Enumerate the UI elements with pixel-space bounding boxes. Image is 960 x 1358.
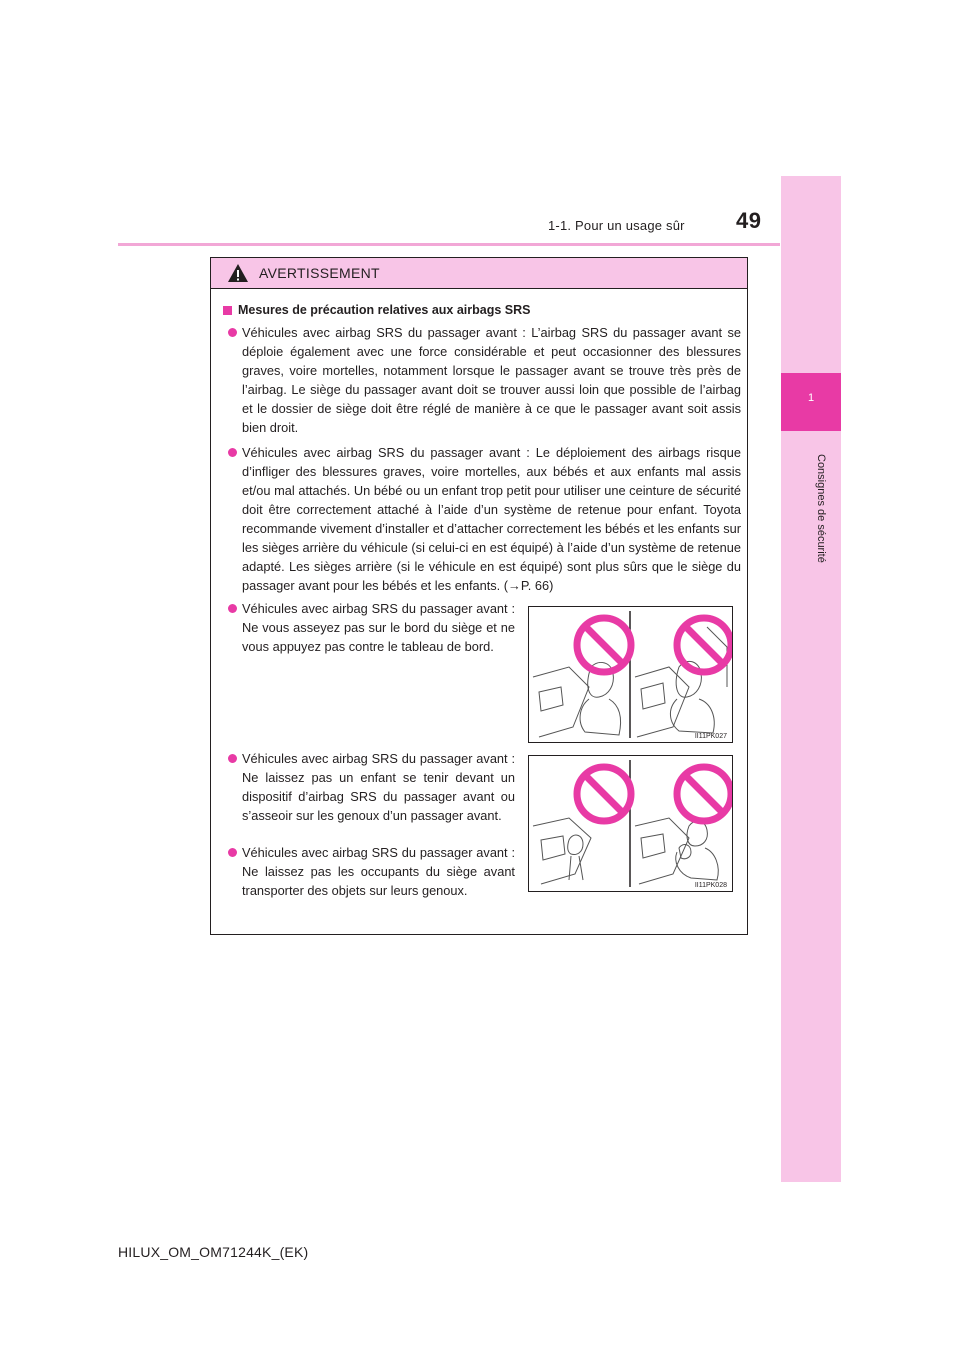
square-bullet-icon bbox=[223, 306, 232, 315]
illustration-child-front-seat bbox=[528, 755, 733, 892]
header-rule bbox=[118, 243, 780, 246]
bullet-dot-icon bbox=[228, 328, 237, 337]
bullet-text: Véhicules avec airbag SRS du passager avant : Ne laissez pas les occupants du siège avant transporter des objets sur leurs genoux. bbox=[242, 845, 515, 898]
section-title bbox=[223, 303, 747, 317]
illustration-drawing bbox=[529, 607, 732, 742]
warning-triangle-icon bbox=[227, 263, 249, 283]
page-number: 49 bbox=[736, 208, 762, 233]
illustration-leaning-passenger bbox=[528, 606, 733, 743]
illustration-drawing bbox=[529, 756, 732, 891]
side-tab-chapter-title: Consignes de sécurité bbox=[815, 453, 827, 563]
bullet-dot-icon bbox=[228, 754, 237, 763]
bullet-item bbox=[242, 443, 741, 595]
warning-box bbox=[210, 257, 748, 935]
bullet-text: Véhicules avec airbag SRS du passager avant : Ne laissez pas un enfant se tenir devant un dispositif d’airbag SRS du passager avant ou s’asseoir sur les genoux d’un passager avant. bbox=[242, 751, 515, 823]
figure-code: II11PK028 bbox=[694, 882, 727, 889]
warning-header bbox=[211, 258, 747, 289]
bullet-item bbox=[242, 599, 515, 656]
bullet-item bbox=[242, 843, 515, 900]
bullet-text: Véhicules avec airbag SRS du passager avant : Ne vous asseyez pas sur le bord du siège et ne vous appuyez pas contre le tableau de bord. bbox=[242, 601, 515, 654]
section-title-text: Mesures de précaution relatives aux airbags SRS bbox=[238, 303, 531, 317]
bullet-dot-icon bbox=[228, 604, 237, 613]
bullet-item bbox=[242, 323, 741, 437]
bullet-text: Véhicules avec airbag SRS du passager avant : L’airbag SRS du passager avant se déploie également avec une force considérable et peut occasionner des blessures graves, voire mortelles, notamment lorsque le passager avant se trouve très près de l’airbag. Le siège du passager avant doit se trouver aussi loin que possible de l’airbag et le dossier de siège doit être réglé de manière à ce que le passager avant soit assis bien droit. bbox=[242, 325, 741, 435]
side-tab-chapter-number: 1 bbox=[807, 392, 815, 404]
bullet-dot-icon bbox=[228, 848, 237, 857]
section-header: 1-1. Pour un usage sûr bbox=[548, 218, 685, 233]
side-tab bbox=[781, 176, 841, 1182]
bullet-item bbox=[242, 749, 515, 825]
warning-title: AVERTISSEMENT bbox=[259, 265, 380, 281]
bullet-text: Véhicules avec airbag SRS du passager avant : Le déploiement des airbags risque d’infliger des blessures graves, voire mortelles, aux bébés et aux enfants mal assis et/ou mal attachés. Un bébé ou un enfant trop petit pour utiliser une ceinture de sécurité doit être correctement attaché à l’aide d’un système de retenue pour enfant. Toyota recommande vivement d’installer et d’attacher correctement les bébés et les enfants sur les sièges arrière du véhicule (si celui-ci en est équipé) à l’aide d’un système de retenue adapté. Les sièges arrière (si le véhicule en est équipé) sont plus sûrs que le siège du passager avant pour les bébés et les enfants. (→P. 66) bbox=[242, 445, 741, 593]
bullet-dot-icon bbox=[228, 448, 237, 457]
figure-code: II11PK027 bbox=[694, 733, 727, 740]
document-id: HILUX_OM_OM71244K_(EK) bbox=[118, 1244, 309, 1260]
